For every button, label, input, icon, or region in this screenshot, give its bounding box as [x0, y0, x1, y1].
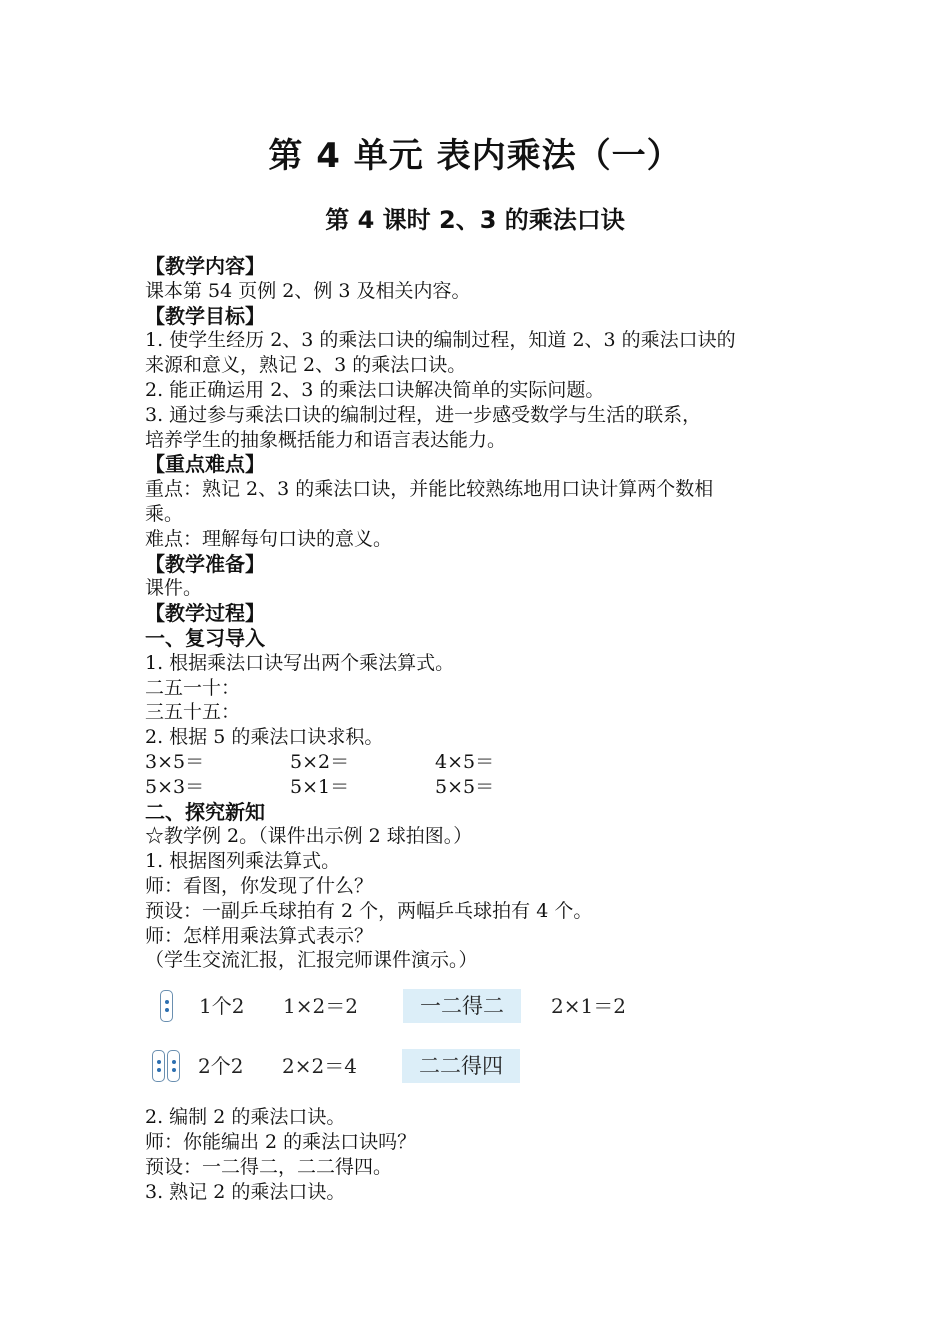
paragraph: 1. 根据图列乘法算式。 [145, 850, 341, 873]
paragraph: 3. 通过参与乘法口诀的编制过程，进一步感受数学与生活的联系， [145, 403, 702, 426]
calc-item: 4×5＝ [435, 750, 495, 773]
paragraph: 培养学生的抽象概括能力和语言表达能力。 [145, 428, 507, 451]
paragraph: （学生交流汇报，汇报完师课件演示。） [145, 949, 478, 972]
figure-row-2 [145, 1037, 825, 1095]
lesson-body [145, 254, 825, 1204]
equation: 2×2＝4 [282, 1053, 357, 1078]
ping-pong-paddle-icon [160, 990, 175, 1022]
heading-preparation: 【教学准备】 [145, 551, 265, 576]
paragraph: 师：怎样用乘法算式表示？ [145, 924, 374, 947]
paragraph: 课本第 54 页例 2、例 3 及相关内容。 [145, 279, 471, 302]
rhyme-box: 二二得四 [402, 1049, 520, 1083]
paragraph: 师：你能编出 2 的乘法口诀吗？ [145, 1130, 417, 1153]
count-label: 1个2 [199, 993, 245, 1018]
paragraph: 预设：一副乒乓球拍有 2 个，两幅乒乓球拍有 4 个。 [145, 899, 593, 922]
paragraph: 2. 能正确运用 2、3 的乘法口诀解决简单的实际问题。 [145, 378, 605, 401]
paragraph: ☆教学例 2。（课件出示例 2 球拍图。） [145, 825, 473, 848]
heading-key-points: 【重点难点】 [145, 452, 265, 477]
paragraph: 1. 使学生经历 2、3 的乘法口诀的编制过程，知道 2、3 的乘法口诀的 [145, 329, 736, 352]
calc-item: 5×3＝ [145, 775, 205, 798]
page-title: 第 4 单元 表内乘法（一） [268, 136, 682, 176]
calc-item: 5×1＝ [290, 775, 350, 798]
count-label: 2个2 [198, 1053, 244, 1078]
calc-row [145, 775, 825, 800]
subheading-review: 一、复习导入 [145, 625, 265, 650]
heading-content: 【教学内容】 [145, 254, 265, 278]
equation-reverse: 2×1＝2 [551, 993, 626, 1018]
lesson-subtitle: 第 4 课时 2、3 的乘法口诀 [325, 206, 625, 234]
paragraph: 难点：理解每句口诀的意义。 [145, 527, 393, 550]
paragraph: 三五十五： [145, 701, 241, 724]
equation: 1×2＝2 [283, 993, 358, 1018]
paragraph: 预设：一二得二，二二得四。 [145, 1155, 393, 1178]
paragraph: 1. 根据乘法口诀写出两个乘法算式。 [145, 651, 455, 674]
paragraph: 师：看图，你发现了什么？ [145, 874, 374, 897]
calc-item: 5×2＝ [290, 750, 350, 773]
calc-item: 5×5＝ [435, 775, 495, 798]
paragraph: 2. 编制 2 的乘法口诀。 [145, 1106, 346, 1129]
paragraph: 课件。 [145, 577, 203, 600]
subheading-explore: 二、探究新知 [145, 799, 265, 824]
paragraph: 重点：熟记 2、3 的乘法口诀，并能比较熟练地用口诀计算两个数相 [145, 478, 714, 501]
rhyme-box: 一二得二 [403, 989, 521, 1023]
calc-item: 3×5＝ [145, 750, 205, 773]
paragraph: 二五一十： [145, 676, 241, 699]
paragraph: 3. 熟记 2 的乘法口诀。 [145, 1180, 346, 1203]
paragraph: 乘。 [145, 502, 184, 525]
heading-goals: 【教学目标】 [145, 303, 265, 328]
heading-process: 【教学过程】 [145, 601, 265, 626]
paragraph: 来源和意义，熟记 2、3 的乘法口诀。 [145, 354, 467, 377]
paragraph: 2. 根据 5 的乘法口诀求积。 [145, 726, 384, 749]
ping-pong-paddle-icon [152, 1050, 182, 1082]
calc-row [145, 750, 825, 775]
figure-row-1 [145, 977, 825, 1035]
